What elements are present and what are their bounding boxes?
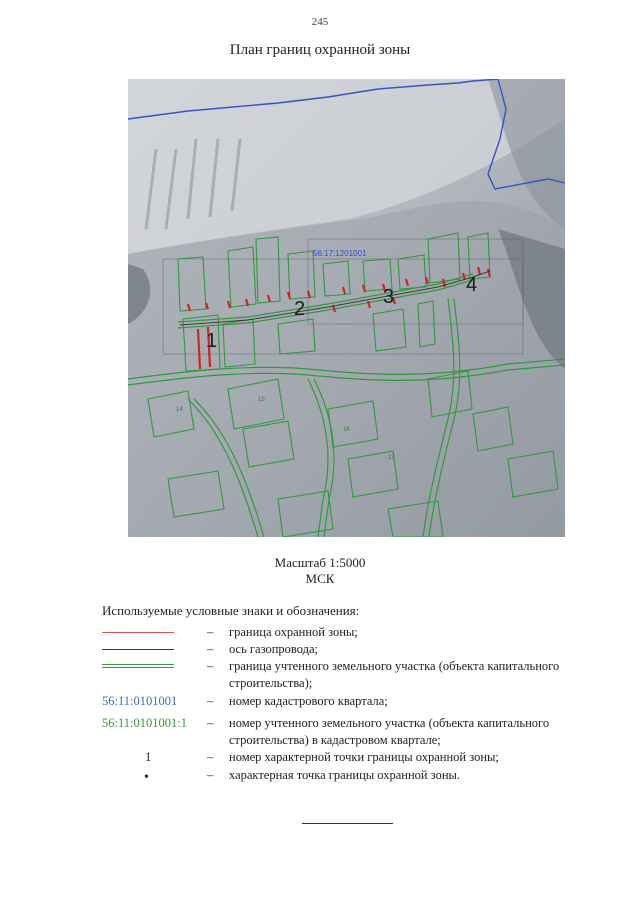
- parcel-number: 17: [388, 455, 395, 461]
- quarter-label: 56:17:1201001: [313, 249, 367, 258]
- legend-heading: Используемые условные знаки и обозначения:: [102, 603, 360, 618]
- point-number-symbol: 1: [145, 750, 152, 764]
- parcel-boundary-line-symbol: [102, 664, 174, 668]
- legend-dash: –: [207, 659, 214, 673]
- point-number-label: 3: [383, 286, 395, 308]
- legend-desc: номер учтенного земельного участка (объекта капитального строительства) в кадастровом квартале;: [229, 716, 550, 747]
- quarter-number-symbol: 56:11:0101001: [102, 694, 178, 708]
- legend-desc: номер кадастрового квартала;: [229, 694, 388, 708]
- point-number-label: 2: [294, 298, 306, 320]
- legend-desc: характерная точка границы охранной зоны.: [229, 768, 461, 782]
- legend-desc: номер характерной точки границы охранной зоны;: [229, 750, 499, 764]
- legend-desc: ось газопровода;: [229, 642, 319, 656]
- legend-desc: граница учтенного земельного участка (объекта капитального строительства);: [229, 659, 560, 690]
- scale-block: [0, 555, 640, 587]
- legend-dash: –: [207, 694, 214, 708]
- crs-text: МСК: [305, 571, 335, 586]
- legend-desc: граница охранной зоны;: [229, 625, 358, 639]
- scale-text: Масштаб 1:5000: [274, 555, 366, 570]
- legend-dash: –: [207, 716, 214, 730]
- zone-boundary-line-symbol: [102, 632, 174, 633]
- parcel-number: 14: [176, 407, 183, 413]
- parcel-number-symbol: 56:11:0101001:1: [102, 716, 187, 730]
- legend-dash: –: [207, 768, 214, 782]
- pipeline-line-symbol: [102, 649, 174, 650]
- footer-rule: [302, 823, 393, 824]
- point-number-label: 1: [206, 330, 218, 352]
- page-number: 245: [311, 16, 329, 28]
- legend-dash: –: [207, 625, 214, 639]
- legend-dash: –: [207, 642, 214, 656]
- legend-dash: –: [207, 750, 214, 764]
- page-title: План границ охранной зоны: [229, 42, 411, 58]
- point-number-label: 4: [466, 274, 478, 296]
- boundary-map: [128, 79, 565, 537]
- point-dot-symbol: •: [144, 770, 149, 785]
- parcel-number: 15: [258, 397, 265, 403]
- parcel-number: 16: [343, 427, 350, 433]
